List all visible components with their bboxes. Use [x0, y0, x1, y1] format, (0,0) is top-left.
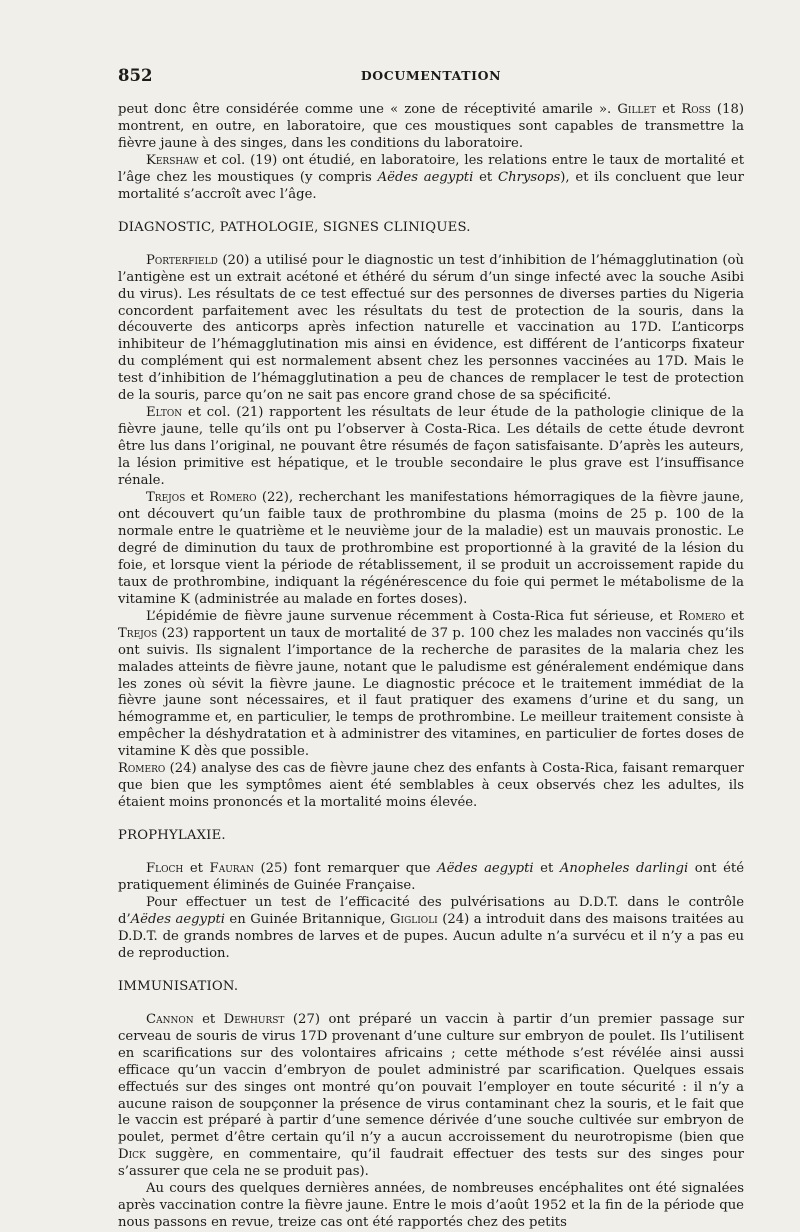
author-name: Cannon: [146, 1011, 194, 1027]
paragraph-text: et col. (19) ont étudié, en laboratoire, les relations entre le taux de mortalité et l’âge chez les moustiques (y compris: [118, 152, 744, 185]
author-name: Romero: [209, 490, 257, 506]
author-name: Fauran: [209, 861, 254, 877]
section-heading: DIAGNOSTIC, PATHOLOGIE, SIGNES CLINIQUES.: [118, 219, 471, 235]
author-name: Kershaw: [146, 152, 199, 168]
author-name: Giglioli: [390, 911, 438, 927]
paragraph-text: ), et ils concluent que leur mortalité s’accroît avec l’âge.: [118, 169, 744, 202]
paragraph-text: et: [473, 169, 498, 185]
paragraph-text: (20) a utilisé pour le diagnostic un test d’inhibition de l’hémagglutination (où l’antigène est un extrait acétoné et éthéré du sérum d’un singe infecté avec la souche Asibi du virus). Les résultats de ce test effectué sur des personnes de diverses parties du Nigeria concordent parfaitement avec les résultats du test de protection de la souris, dans la découverte des anticorps après infection naturelle et vaccination au 17D. L’anticorps inhibiteur de l’hémagglutination mis ainsi en évidence, est différent de l’anticorps fixateur du complément qui est normalement absent chez les personnes vaccinées au 17D. Mais le test d’inhibition de l’hémagglutination a peu de chances de remplacer le test de protection de la souris, parce qu’on ne sait pas encore grand chose de sa spécificité.: [118, 252, 744, 404]
paragraph-text: et: [655, 102, 682, 117]
paragraph-text: et: [183, 861, 210, 877]
author-name: Porterfield: [146, 252, 218, 268]
running-title: DOCUMENTATION: [360, 68, 502, 83]
paragraph: [118, 102, 744, 153]
paragraph-text: (25) font remarquer que: [253, 861, 438, 877]
paragraph: [118, 253, 744, 406]
section-heading: IMMUNISATION.: [118, 978, 239, 994]
paragraph: [118, 861, 744, 895]
author-name: Dewhurst: [223, 1011, 285, 1027]
paragraph-text: (23) rapportent un taux de mortalité de 37 p. 100 chez les malades non vaccinés qu’ils ont suivis. Ils signalent l’importance de la recherche de parasites de la malaria chez les malades atteints de fièvre jaune, notant que le paludisme est généralement endémique dans les zones où sévit la fièvre jaune. Le diagnostic précoce et le traitement immédiat de la fièvre jaune sont nécessaires, et il faut pratiquer des examens d’urine et du sang, un hémogramme et, en particulier, le temps de prothrombine. Le meilleur traitement consiste à empêcher la déshydratation et à administrer des vitamines, en particulier de fortes doses de vitamine K dès que possible.: [118, 625, 744, 760]
paragraph-text: et: [185, 490, 210, 506]
author-name: Gillet: [617, 102, 656, 117]
paragraph-text: suggère, en commentaire, qu’il faudrait effectuer des tests sur des singes pour s’assurer que cela ne se produit pas).: [118, 1147, 744, 1180]
paragraph-text: (22), recherchant les manifestations hémorragiques de la fièvre jaune, ont découvert qu’un faible taux de prothrombine du plasma (moins de 25 p. 100 de la normale entre le quatrième et le neuvième jour de la maladie) est un mauvais pronostic. Le degré de diminution du taux de prothrombine est proportionné à la gravité de la lésion du foie, et lorsque vient la période de rétablissement, il se produit un accroissement rapide du taux de prothrombine, indiquant la régénérescence du foie qui permet le métabolisme de la vitamine K (administrée au malade en fortes doses).: [118, 490, 744, 607]
paragraph-text: (18) montrent, en outre, en laboratoire, que ces moustiques sont capables de transmettre la fièvre jaune à des singes, dans les conditions du laboratoire.: [118, 102, 744, 151]
author-name: Trejos: [118, 625, 158, 641]
paragraph-text: ont été pratiquement éliminés de Guinée Française.: [118, 861, 744, 894]
author-name: Romero: [118, 761, 166, 777]
page-number: 852: [118, 66, 153, 85]
author-name: Floch: [146, 861, 184, 877]
paragraph-text: et: [533, 861, 560, 877]
author-name: Romero: [678, 608, 726, 624]
author-name: Elton: [146, 405, 183, 421]
paragraph-text: (24) analyse des cas de fièvre jaune chez des enfants à Costa-Rica, faisant remarquer que bien que les symptômes aient été semblables à ceux observés chez les adultes, ils étaient moins prononcés et la mortalité moins élevée.: [118, 761, 744, 811]
author-name: Ross: [681, 102, 711, 117]
paragraph-text: L’épidémie de fièvre jaune survenue récemment à Costa-Rica fut sérieuse, et: [146, 608, 679, 624]
paragraph-text: et: [193, 1011, 224, 1027]
author-name: Trejos: [146, 490, 186, 506]
species-name: Anopheles darlingi: [559, 861, 689, 877]
paragraph-text: et: [725, 608, 745, 624]
paragraph-text: Pour effectuer un test de l’efficacité des pulvérisations au D.D.T. dans le contrôle d’: [118, 894, 744, 927]
species-name: Aëdes aegypti: [130, 911, 225, 927]
paragraph-text: (27) ont préparé un vaccin à partir d’un premier passage sur cerveau de souris de virus 17D provenant d’une culture sur embryon de poulet. Ils l’utilisent en scarifications sur des volontaires africains ; cette méthode s’est révélée ainsi aussi efficace qu’un vaccin d’embryon de poulet administré par scarification. Quelques essais effectués sur des singes ont montré qu’on pouvait l’employer en toute sécurité : il n’y a aucune raison de soupçonner la présence de virus contaminant chez la souris, et le fait que le vaccin est préparé à partir d’une semence dérivée d’une souche cultivée sur embryon de poulet, permet d’être certain qu’il n’y a aucun accroissement du neurotropisme (bien que: [118, 1011, 744, 1146]
section-heading: PROPHYLAXIE.: [118, 828, 226, 844]
paragraph: [118, 1012, 744, 1182]
paragraph: [118, 609, 744, 812]
paragraph-text: et col. (21) rapportent les résultats de leur étude de la pathologie clinique de la fièvre jaune, telle qu’ils ont pu l’observer à Costa-Rica. Les détails de cette étude devront être lus dans l’original, ne pouvant être résumés de façon satisfaisante. D’après les auteurs, la lésion primitive est hépatique, et le trouble secondaire le plus grave est l’insuffisance rénale.: [118, 405, 744, 489]
species-name: Chrysops: [498, 169, 561, 185]
paragraph: [118, 895, 744, 963]
document-body: [118, 102, 744, 1232]
paragraph-text: en Guinée Britannique,: [224, 911, 390, 927]
paragraph-text: Au cours des quelques dernières années, de nombreuses encéphalites ont été signalées après vaccination contre la fièvre jaune. Entre le mois d’août 1952 et la fin de la période que nous passons en revue, treize cas ont été rapportés chez des petits: [118, 1181, 744, 1231]
paragraph: [118, 405, 744, 490]
author-name: Dick: [118, 1147, 146, 1163]
species-name: Aëdes aegypti: [377, 169, 474, 185]
paragraph-text: (24) a introduit dans des maisons traitées au D.D.T. de grands nombres de larves et de pupes. Aucun adulte n’a survécu et il n’y a pas eu de reproduction.: [118, 911, 744, 961]
species-name: Aëdes aegypti: [437, 861, 534, 877]
page-header: [118, 66, 744, 86]
paragraph-text: peut donc être considérée comme une « zone de réceptivité amarile ».: [118, 102, 618, 117]
paragraph: [118, 1181, 744, 1232]
paragraph: [118, 153, 744, 204]
paragraph: [118, 490, 744, 609]
